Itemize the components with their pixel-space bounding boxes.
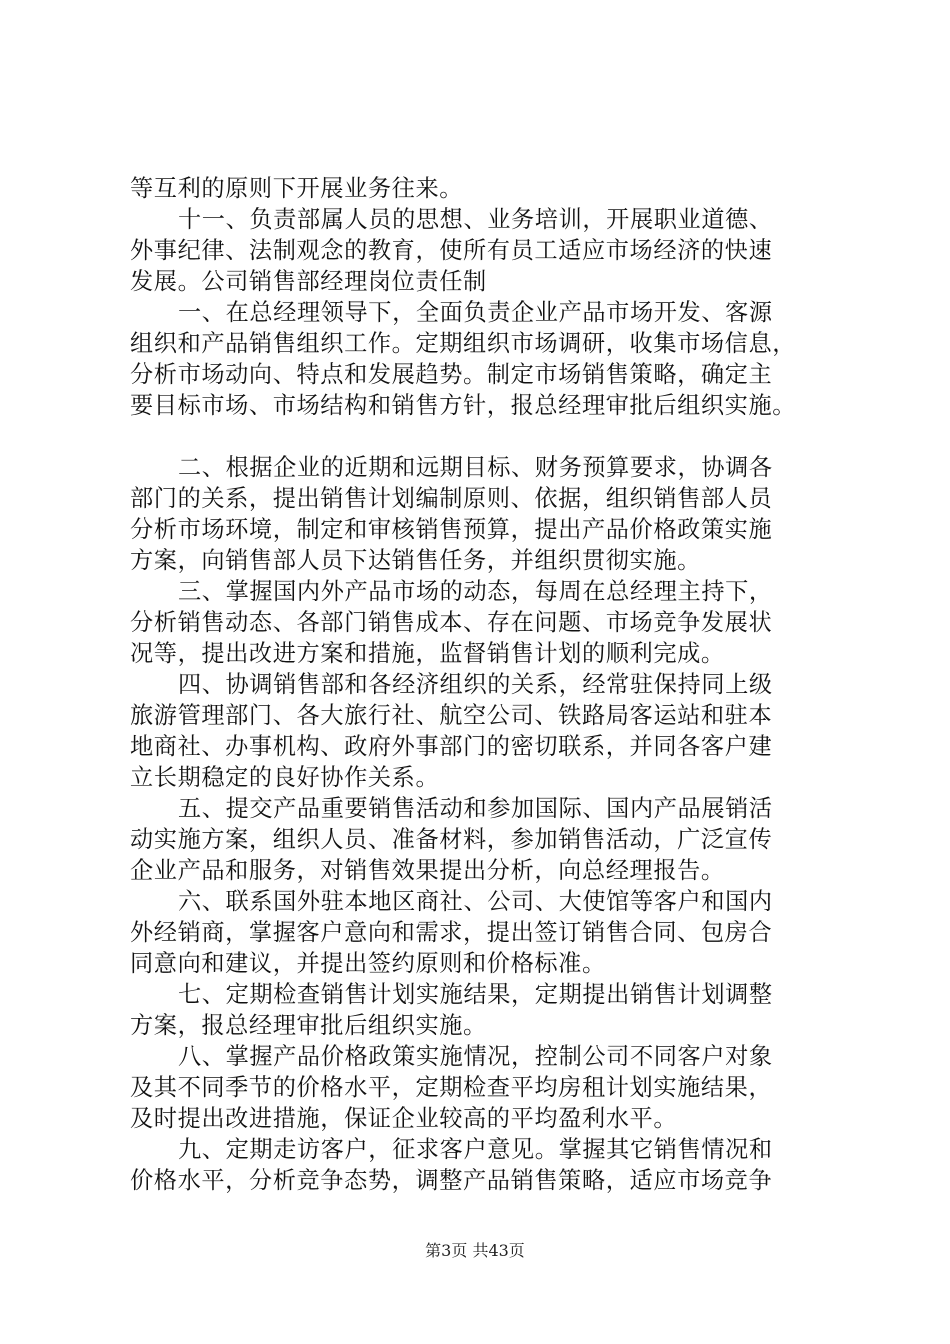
text-line: 及时提出改进措施，保证企业较高的平均盈利水平。: [130, 1105, 678, 1132]
text-line: 及其不同季节的价格水平，定期检查平均房租计划实施结果，: [130, 1074, 773, 1101]
text-line: 五、提交产品重要销售活动和参加国际、国内产品展销活: [178, 795, 773, 822]
text-line: 分析市场动向、特点和发展趋势。制定市场销售策略，确定主: [130, 361, 773, 388]
text-line: 方案，报总经理审批后组织实施。: [130, 1012, 487, 1039]
page-number-footer: 第3页 共43页: [425, 1241, 525, 1260]
text-line: 部门的关系，提出销售计划编制原则、依据，组织销售部人员: [130, 485, 773, 512]
text-line: 一、在总经理领导下，全面负责企业产品市场开发、客源: [178, 299, 773, 326]
text-line: 四、协调销售部和各经济组织的关系，经常驻保持同上级: [178, 671, 773, 698]
text-line: 立长期稳定的良好协作关系。: [130, 764, 440, 791]
text-line: 要目标市场、市场结构和销售方针，报总经理审批后组织实施。: [130, 392, 797, 419]
text-line: 八、掌握产品价格政策实施情况，控制公司不同客户对象: [178, 1043, 773, 1070]
text-line: 外事纪律、法制观念的教育，使所有员工适应市场经济的快速: [130, 237, 773, 264]
text-line: 组织和产品销售组织工作。定期组织市场调研，收集市场信息，: [130, 330, 797, 357]
text-line: 方案，向销售部人员下达销售任务，并组织贯彻实施。: [130, 547, 701, 574]
text-line: 发展。公司销售部经理岗位责任制: [130, 268, 487, 295]
text-line: 九、定期走访客户，征求客户意见。掌握其它销售情况和: [178, 1136, 773, 1163]
text-line: 分析销售动态、各部门销售成本、存在问题、市场竞争发展状: [130, 609, 773, 636]
text-line: 地商社、办事机构、政府外事部门的密切联系，并同各客户建: [130, 733, 773, 760]
text-line: 六、联系国外驻本地区商社、公司、大使馆等客户和国内: [178, 888, 773, 915]
text-line: 企业产品和服务，对销售效果提出分析，向总经理报告。: [130, 857, 725, 884]
text-line: 二、根据企业的近期和远期目标、财务预算要求，协调各: [178, 454, 773, 481]
text-line: 分析市场环境，制定和审核销售预算，提出产品价格政策实施: [130, 516, 773, 543]
text-line: 三、掌握国内外产品市场的动态，每周在总经理主持下，: [178, 578, 773, 605]
text-line: 动实施方案，组织人员、准备材料，参加销售活动，广泛宣传: [130, 826, 773, 853]
text-line: 七、定期检查销售计划实施结果，定期提出销售计划调整: [178, 981, 773, 1008]
body-text: [130, 173, 842, 1196]
text-line: 价格水平，分析竞争态势，调整产品销售策略，适应市场竞争: [130, 1167, 773, 1194]
text-line: 外经销商，掌握客户意向和需求，提出签订销售合同、包房合: [130, 919, 773, 946]
paragraph-gap: [130, 421, 842, 452]
text-line: 况等，提出改进方案和措施，监督销售计划的顺利完成。: [130, 640, 725, 667]
text-line: 等互利的原则下开展业务往来。: [130, 175, 464, 202]
text-line: 十一、负责部属人员的思想、业务培训，开展职业道德、: [178, 206, 773, 233]
text-line: 同意向和建议，并提出签约原则和价格标准。: [130, 950, 606, 977]
text-line: 旅游管理部门、各大旅行社、航空公司、铁路局客运站和驻本: [130, 702, 773, 729]
